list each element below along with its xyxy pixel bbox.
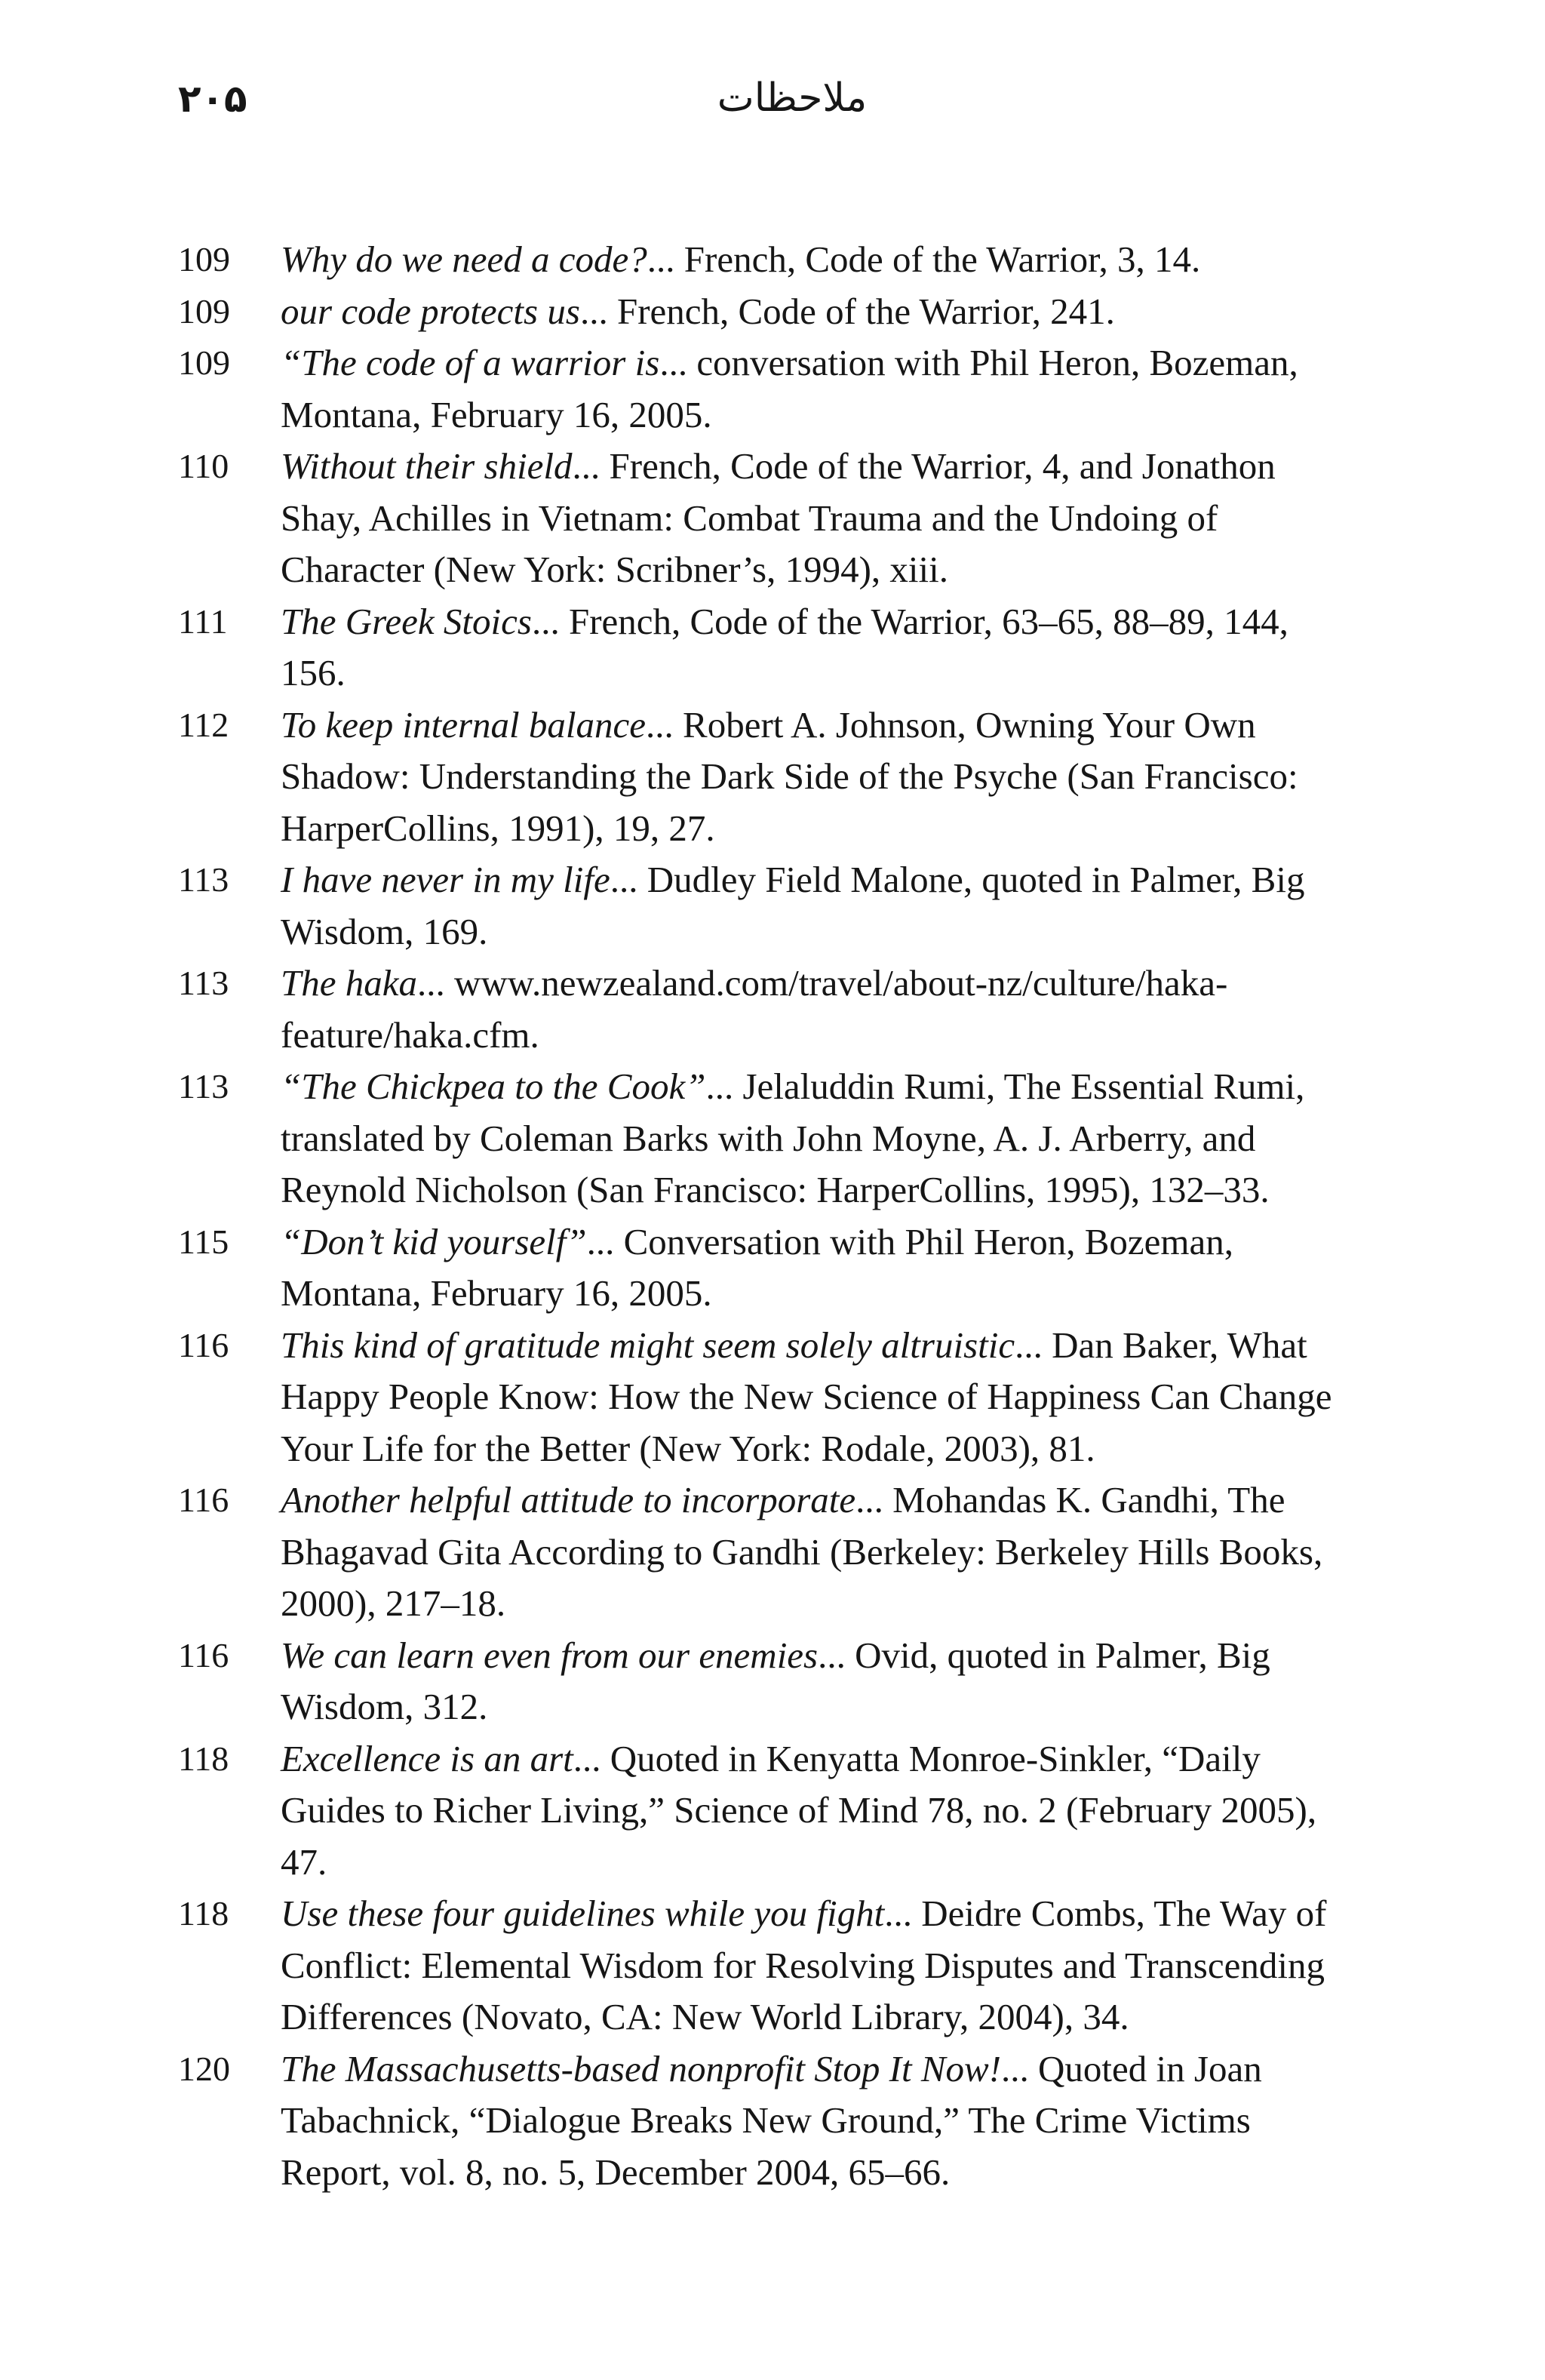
page-number: ۲۰۵ — [178, 77, 247, 121]
note-body — [281, 1630, 1352, 1733]
note-page-ref: 116 — [178, 1481, 229, 1519]
note-citation: ... Quoted in Kenyatta Monroe-Sinkler, “Daily Guides to Richer Living,” Science of Mind 78, no. 2 (February 2005), 47. — [281, 1737, 1317, 1883]
note-page-ref: 116 — [178, 1325, 229, 1364]
note-page-ref: 109 — [178, 343, 230, 382]
note-citation: ... Conversation with Phil Heron, Bozeman, Montana, February 16, 2005. — [281, 1220, 1234, 1314]
note-cue: Use these four guidelines while you fight — [281, 1893, 885, 1934]
note-body — [281, 1320, 1352, 1475]
note-entry — [0, 700, 1545, 855]
note-body — [281, 1216, 1352, 1320]
note-body — [281, 441, 1352, 596]
note-cue: our code protects us — [281, 290, 580, 332]
note-page-ref: 111 — [178, 601, 228, 641]
note-cue: To keep internal balance — [281, 703, 647, 746]
note-cue: “The Chickpea to the Cook” — [281, 1065, 706, 1107]
note-entry — [0, 958, 1545, 1061]
note-entry — [0, 854, 1545, 958]
note-body — [281, 234, 1352, 286]
note-citation: ... Mohandas K. Gandhi, The Bhagavad Gita According to Gandhi (Berkeley: Berkeley Hills Books, 2000), 217–18. — [281, 1479, 1323, 1624]
note-page-ref: 116 — [178, 1635, 229, 1674]
note-cue: We can learn even from our enemies — [281, 1634, 819, 1676]
note-cue: I have never in my life — [281, 859, 610, 900]
note-body — [281, 286, 1352, 338]
note-page-ref: 120 — [178, 2049, 230, 2088]
note-page-ref: 118 — [178, 1894, 229, 1933]
note-entry — [0, 2043, 1545, 2199]
note-citation: ... conversation with Phil Heron, Bozeman, Montana, February 16, 2005. — [281, 342, 1298, 435]
note-entry — [0, 1474, 1545, 1630]
note-body — [281, 854, 1352, 958]
note-cue: Excellence is an art — [281, 1737, 573, 1779]
note-citation: ... Dan Baker, What Happy People Know: How the New Science of Happiness Can Change Your Life for the Better (New York: Rodale, 2003), 81. — [281, 1324, 1332, 1469]
note-cue: Why do we need a code? — [281, 238, 647, 280]
note-citation: ... French, Code of the Warrior, 241. — [579, 290, 1115, 332]
note-page-ref: 109 — [178, 240, 230, 278]
note-page-ref: 113 — [178, 964, 229, 1002]
note-body — [281, 2043, 1352, 2199]
note-entry — [0, 1888, 1545, 2043]
note-entry — [0, 337, 1545, 441]
note-citation: ... Deidre Combs, The Way of Conflict: Elemental Wisdom for Resolving Disputes and Transcending Differences (Novato, CA: New World Library, 2004), 34. — [281, 1893, 1327, 2037]
note-citation: ... Ovid, quoted in Palmer, Big Wisdom, 312. — [281, 1634, 1270, 1727]
note-body — [281, 596, 1352, 700]
note-body — [281, 1474, 1352, 1630]
note-body — [281, 700, 1352, 855]
note-citation: ... Jelaluddin Rumi, The Essential Rumi, translated by Coleman Barks with John Moyne, A. J. Arberry, and Reynold Nicholson (San Francisco: HarperCollins, 1995), 132–33. — [281, 1065, 1305, 1210]
note-entry — [0, 441, 1545, 596]
note-body — [281, 1733, 1352, 1889]
notes-list — [0, 234, 1545, 2198]
note-cue: Another helpful attitude to incorporate — [281, 1479, 856, 1521]
note-citation: ... Dudley Field Malone, quoted in Palmer, Big Wisdom, 169. — [281, 859, 1305, 952]
note-page-ref: 110 — [178, 447, 229, 485]
note-cue: This kind of gratitude might seem solely altruistic — [281, 1324, 1015, 1366]
note-body — [281, 1888, 1352, 2043]
note-citation: ... Quoted in Joan Tabachnick, “Dialogue Breaks New Ground,” The Crime Victims Report, vol. 8, no. 5, December 2004, 65–66. — [281, 2047, 1262, 2193]
note-citation: ... French, Code of the Warrior, 63–65, 88–89, 144, 156. — [281, 600, 1289, 693]
note-entry — [0, 1061, 1545, 1216]
note-entry — [0, 596, 1545, 700]
note-page-ref: 118 — [178, 1739, 229, 1778]
note-cue: Without their shield — [281, 445, 573, 487]
note-cue: The haka — [281, 962, 417, 1004]
note-body — [281, 958, 1352, 1061]
note-entry — [0, 1320, 1545, 1475]
note-citation: ... French, Code of the Warrior, 4, and Jonathon Shay, Achilles in Vietnam: Combat Trauma and the Undoing of Character (New York: Scribner’s, 1994), xiii. — [281, 445, 1276, 590]
note-entry — [0, 286, 1545, 338]
note-page-ref: 109 — [178, 291, 230, 331]
note-body — [281, 337, 1352, 441]
note-cue: The Greek Stoics — [281, 600, 532, 642]
running-head: ملاحظات — [717, 75, 868, 121]
note-cue: “Don’t kid yourself” — [281, 1220, 587, 1262]
note-entry — [0, 1216, 1545, 1320]
note-page-ref: 112 — [178, 705, 229, 744]
note-page-ref: 113 — [178, 860, 229, 899]
note-cue: “The code of a warrior is — [281, 342, 660, 383]
note-page-ref: 115 — [178, 1222, 229, 1261]
note-citation: ... www.newzealand.com/travel/about-nz/culture/haka-feature/haka.cfm. — [281, 962, 1228, 1056]
note-citation: ... Robert A. Johnson, Owning Your Own Shadow: Understanding the Dark Side of the Psyche (San Francisco: HarperCollins, 1991), 19, 27. — [281, 703, 1298, 849]
note-cue: The Massachusetts-based nonprofit Stop It Now! — [281, 2047, 1002, 2089]
note-entry — [0, 234, 1545, 286]
note-citation: ... French, Code of the Warrior, 3, 14. — [647, 238, 1201, 280]
note-page-ref: 113 — [178, 1067, 229, 1105]
note-body — [281, 1061, 1352, 1216]
note-entry — [0, 1733, 1545, 1889]
note-entry — [0, 1630, 1545, 1733]
